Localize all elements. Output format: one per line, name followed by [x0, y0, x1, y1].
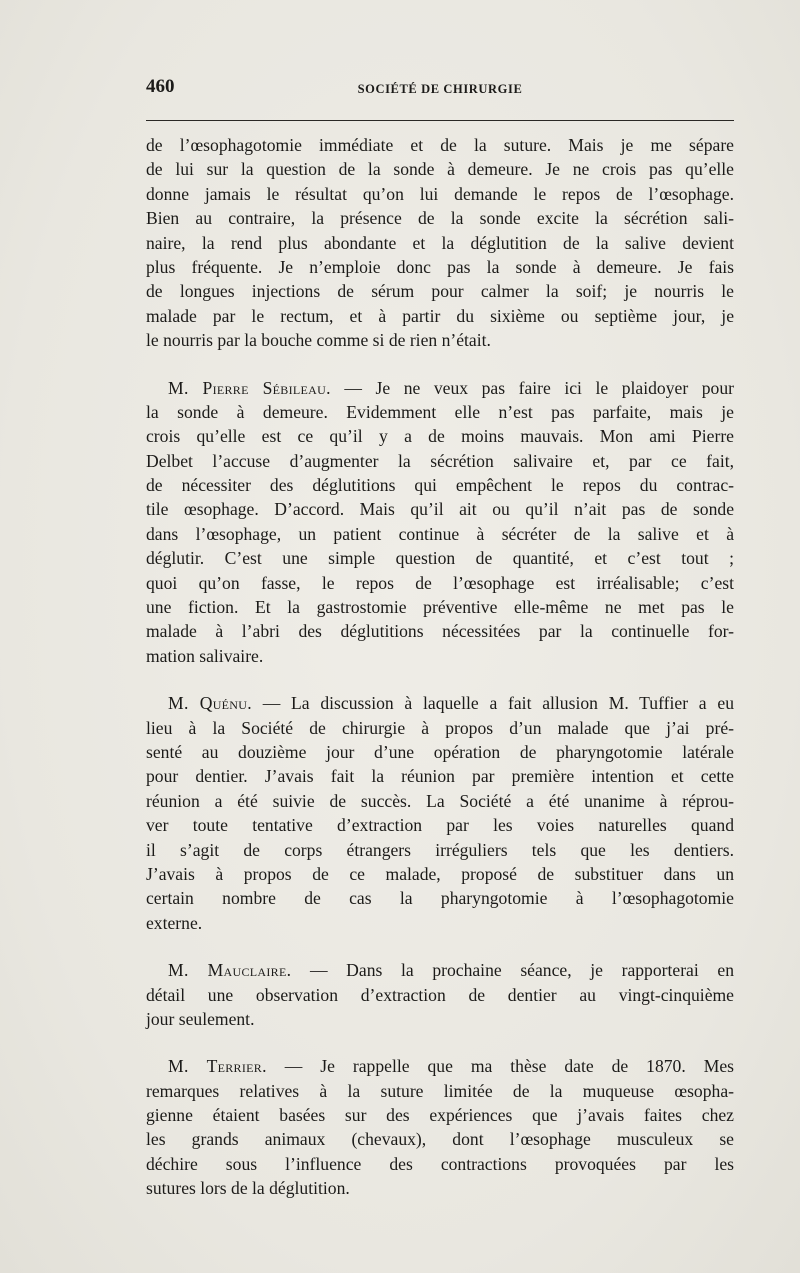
paragraph-gap [146, 353, 734, 376]
line-text: naire, la rend plus abondante et la déglutition de la salive devient [146, 232, 734, 253]
line-text: déglutir. C’est une simple question de quantité, et c’est tout ; [146, 548, 734, 569]
line-text: gienne étaient basées sur des expériences que j’avais faites chez [146, 1105, 734, 1126]
text-line [146, 716, 734, 740]
text-line [146, 619, 734, 643]
text-line [146, 983, 734, 1007]
line-text: de l’œsophagotomie immédiate et de la suture. Mais je me sépare [146, 135, 734, 155]
line-text: J’avais à propos de ce malade, proposé de substituer dans un [146, 863, 734, 884]
text-line [146, 813, 734, 837]
text-line [146, 838, 734, 862]
text-line [146, 691, 734, 715]
paragraph [146, 376, 734, 669]
text-line [146, 595, 734, 619]
text-line [146, 1007, 734, 1031]
line-text: la sonde à demeure. Evidemment elle n’est pas parfaite, mais je [146, 401, 734, 422]
line-text: tile œsophage. D’accord. Mais qu’il ait ou qu’il n’ait pas de sonde [146, 499, 734, 520]
line-text: certain nombre de cas la pharyngotomie à l’œsophagotomie [146, 888, 734, 909]
line-text: de lui sur la question de la sonde à demeure. Je ne crois pas qu’elle [146, 159, 734, 180]
text-line [146, 764, 734, 788]
text-body [146, 133, 734, 1201]
line-text: crois qu’elle est ce qu’il y a de moins mauvais. Mon ami Pierre [146, 426, 734, 447]
text-line [146, 255, 734, 279]
text-line [146, 862, 734, 886]
line-text: sutures lors de la déglutition. [146, 1178, 350, 1199]
line-text: donne jamais le résultat qu’on lui demande le repos de l’œsophage. [146, 183, 734, 204]
line-text: il s’agit de corps étrangers irréguliers tels que les dentiers. [146, 839, 734, 860]
text-line [146, 546, 734, 570]
line-text: Delbet l’accuse d’augmenter la sécrétion salivaire et, par ce fait, [146, 450, 734, 471]
text-line [146, 958, 734, 982]
text-line [146, 133, 734, 157]
page-header [146, 76, 734, 102]
text-line [146, 328, 734, 352]
paragraph [146, 958, 734, 1031]
line-text: les grands animaux (chevaux), dont l’œsophage musculeux se [146, 1129, 734, 1150]
text-line [146, 473, 734, 497]
paragraph-gap [146, 1031, 734, 1054]
text-line [146, 182, 734, 206]
text-line [146, 522, 734, 546]
paragraph-gap [146, 935, 734, 958]
line-text: — Je ne veux pas faire ici le plaidoyer pour [330, 377, 734, 398]
text-line [146, 644, 734, 668]
line-text: une fiction. Et la gastrostomie préventive elle-même ne met pas le [146, 597, 734, 618]
line-text: quoi qu’on fasse, le repos de l’œsophage est irréalisable; c’est [146, 572, 734, 593]
line-text: pour dentier. J’avais fait la réunion par première intention et cette [146, 766, 734, 787]
text-line [146, 911, 734, 935]
line-text: ver toute tentative d’extraction par les voies naturelles quand [146, 815, 734, 836]
text-line [146, 1103, 734, 1127]
line-text: plus fréquente. Je n’emploie donc pas la sonde à demeure. Je fais [146, 256, 734, 277]
speaker-name: M. Mauclaire. [168, 960, 292, 981]
line-text: le nourris par la bouche comme si de rien n’était. [146, 330, 491, 351]
speaker-name: M. Terrier. [168, 1056, 267, 1077]
text-line [146, 740, 734, 764]
line-text: jour seulement. [146, 1008, 255, 1029]
line-text: dans l’œsophage, un patient continue à sécréter de la salive et à [146, 523, 734, 544]
line-text: — La discussion à laquelle a fait allusion M. Tuffier a eu [251, 693, 734, 714]
line-text: réunion a été suivie de succès. La Société a été unanime à réprou- [146, 790, 734, 811]
text-line [146, 376, 734, 400]
page-number: 460 [146, 76, 175, 97]
line-text: de nécessiter des déglutitions qui empêchent le repos du contrac- [146, 475, 734, 496]
paragraph-gap [146, 668, 734, 691]
text-line [146, 279, 734, 303]
text-line [146, 157, 734, 181]
line-text: externe. [146, 912, 203, 933]
header-rule [146, 120, 734, 121]
line-text: senté au douzième jour d’une opération de pharyngotomie latérale [146, 741, 734, 762]
line-text: remarques relatives à la suture limitée de la muqueuse œsopha- [146, 1080, 734, 1101]
text-line [146, 231, 734, 255]
text-line [146, 497, 734, 521]
line-text: lieu à la Société de chirurgie à propos d’un malade que j’ai pré- [146, 717, 734, 738]
text-line [146, 789, 734, 813]
text-line [146, 424, 734, 448]
text-line [146, 304, 734, 328]
text-line [146, 886, 734, 910]
text-line [146, 1127, 734, 1151]
line-text: malade à l’abri des déglutitions nécessitées par la continuelle for- [146, 621, 734, 642]
text-line [146, 206, 734, 230]
text-line [146, 1079, 734, 1103]
text-line [146, 1176, 734, 1200]
text-line [146, 1152, 734, 1176]
running-title: SOCIÉTÉ DE CHIRURGIE [357, 82, 523, 96]
speaker-name: M. Pierre Sébileau. [168, 377, 331, 398]
line-text: déchire sous l’influence des contractions provoquées par les [146, 1153, 734, 1174]
line-text: détail une observation d’extraction de dentier au vingt-cinquième [146, 984, 734, 1005]
text-line [146, 1054, 734, 1078]
paragraph [146, 133, 734, 353]
line-text: malade par le rectum, et à partir du sixième ou septième jour, je [146, 305, 734, 326]
line-text: de longues injections de sérum pour calmer la soif; je nourris le [146, 281, 734, 302]
line-text: mation salivaire. [146, 645, 264, 666]
line-text: Bien au contraire, la présence de la sonde excite la sécrétion sali- [146, 208, 734, 229]
text-line [146, 400, 734, 424]
line-text: — Je rappelle que ma thèse date de 1870. Mes [266, 1056, 734, 1077]
text-line [146, 571, 734, 595]
paragraph [146, 691, 734, 935]
paragraph [146, 1054, 734, 1200]
text-line [146, 449, 734, 473]
speaker-name: M. Quénu. [168, 693, 252, 714]
line-text: — Dans la prochaine séance, je rapporterai en [291, 960, 735, 981]
